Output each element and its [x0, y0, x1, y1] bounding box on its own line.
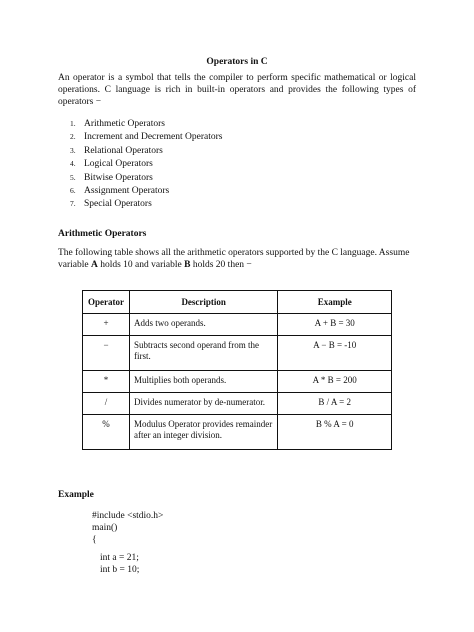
list-item: [58, 117, 222, 130]
list-item: [58, 197, 222, 210]
operator-types-list: [58, 117, 222, 211]
description-cell: Subtracts second operand from the first.: [129, 336, 277, 371]
table-row: [83, 371, 392, 393]
intro-paragraph: An operator is a symbol that tells the compiler to perform specific mathematical or logical operations. C language is rich in built-in operators and provides the following types of operators −: [58, 73, 416, 107]
arithmetic-operators-heading: Arithmetic Operators: [58, 229, 147, 239]
table-row: [83, 314, 392, 336]
list-item-label: Assignment Operators: [84, 185, 170, 196]
table-row: [83, 393, 392, 415]
list-number: 1.: [70, 119, 76, 128]
description-cell: Multiplies both operands.: [129, 371, 277, 393]
list-number: 3.: [70, 145, 76, 155]
list-item: [58, 144, 222, 157]
column-header-operator: Operator: [83, 291, 130, 314]
code-example: [92, 510, 163, 576]
variable-b: B: [184, 260, 191, 270]
list-item: [58, 171, 222, 184]
table-intro-text: holds 10 and variable: [97, 260, 185, 270]
list-item-label: Relational Operators: [84, 145, 163, 156]
list-item: [58, 157, 222, 170]
list-item-label: Special Operators: [84, 199, 152, 210]
list-item-label: Arithmetic Operators: [84, 119, 165, 129]
table-intro-text: The following table shows all the arithmetic operators supported by the C language. Assume variable: [58, 248, 410, 270]
example-cell: B % A = 0: [278, 415, 392, 450]
code-line: {: [92, 535, 97, 545]
example-cell: A + B = 30: [278, 314, 392, 336]
list-number: 4.: [70, 159, 76, 169]
list-item-label: Increment and Decrement Operators: [84, 132, 223, 143]
list-item-label: Bitwise Operators: [84, 172, 153, 183]
table-row: [83, 415, 392, 450]
table-row: [83, 336, 392, 371]
variable-a: A: [90, 260, 98, 270]
operator-cell: −: [83, 336, 130, 371]
operator-cell: *: [83, 371, 130, 393]
description-cell: Adds two operands.: [129, 314, 277, 336]
code-line: int b = 10;: [100, 565, 140, 575]
example-cell: A − B = -10: [278, 336, 392, 371]
code-line: int a = 21;: [100, 553, 139, 563]
list-item: [58, 130, 222, 143]
example-cell: A * B = 200: [278, 371, 392, 393]
operator-cell: %: [83, 415, 130, 450]
column-header-description: Description: [129, 291, 277, 314]
document-title: Operators in C: [206, 57, 268, 67]
example-heading: Example: [58, 490, 94, 500]
list-number: 2.: [70, 132, 76, 142]
code-line: #include <stdio.h>: [92, 511, 164, 521]
operator-cell: +: [83, 314, 130, 336]
table-intro-text: holds 20 then −: [190, 260, 252, 270]
list-number: 5.: [70, 172, 76, 182]
column-header-example: Example: [278, 291, 392, 314]
list-number: 7.: [70, 199, 76, 209]
description-cell: Divides numerator by de-numerator.: [129, 393, 277, 415]
operator-cell: /: [83, 393, 130, 415]
list-item: [58, 184, 222, 197]
list-number: 6.: [70, 185, 76, 195]
arithmetic-operators-table: [82, 290, 392, 450]
table-intro-paragraph: [58, 247, 420, 271]
list-item-label: Logical Operators: [84, 159, 153, 170]
description-cell: Modulus Operator provides remainder after an integer division.: [129, 415, 277, 450]
table-header-row: [83, 291, 392, 314]
code-line: main(): [92, 523, 118, 533]
example-cell: B / A = 2: [278, 393, 392, 415]
